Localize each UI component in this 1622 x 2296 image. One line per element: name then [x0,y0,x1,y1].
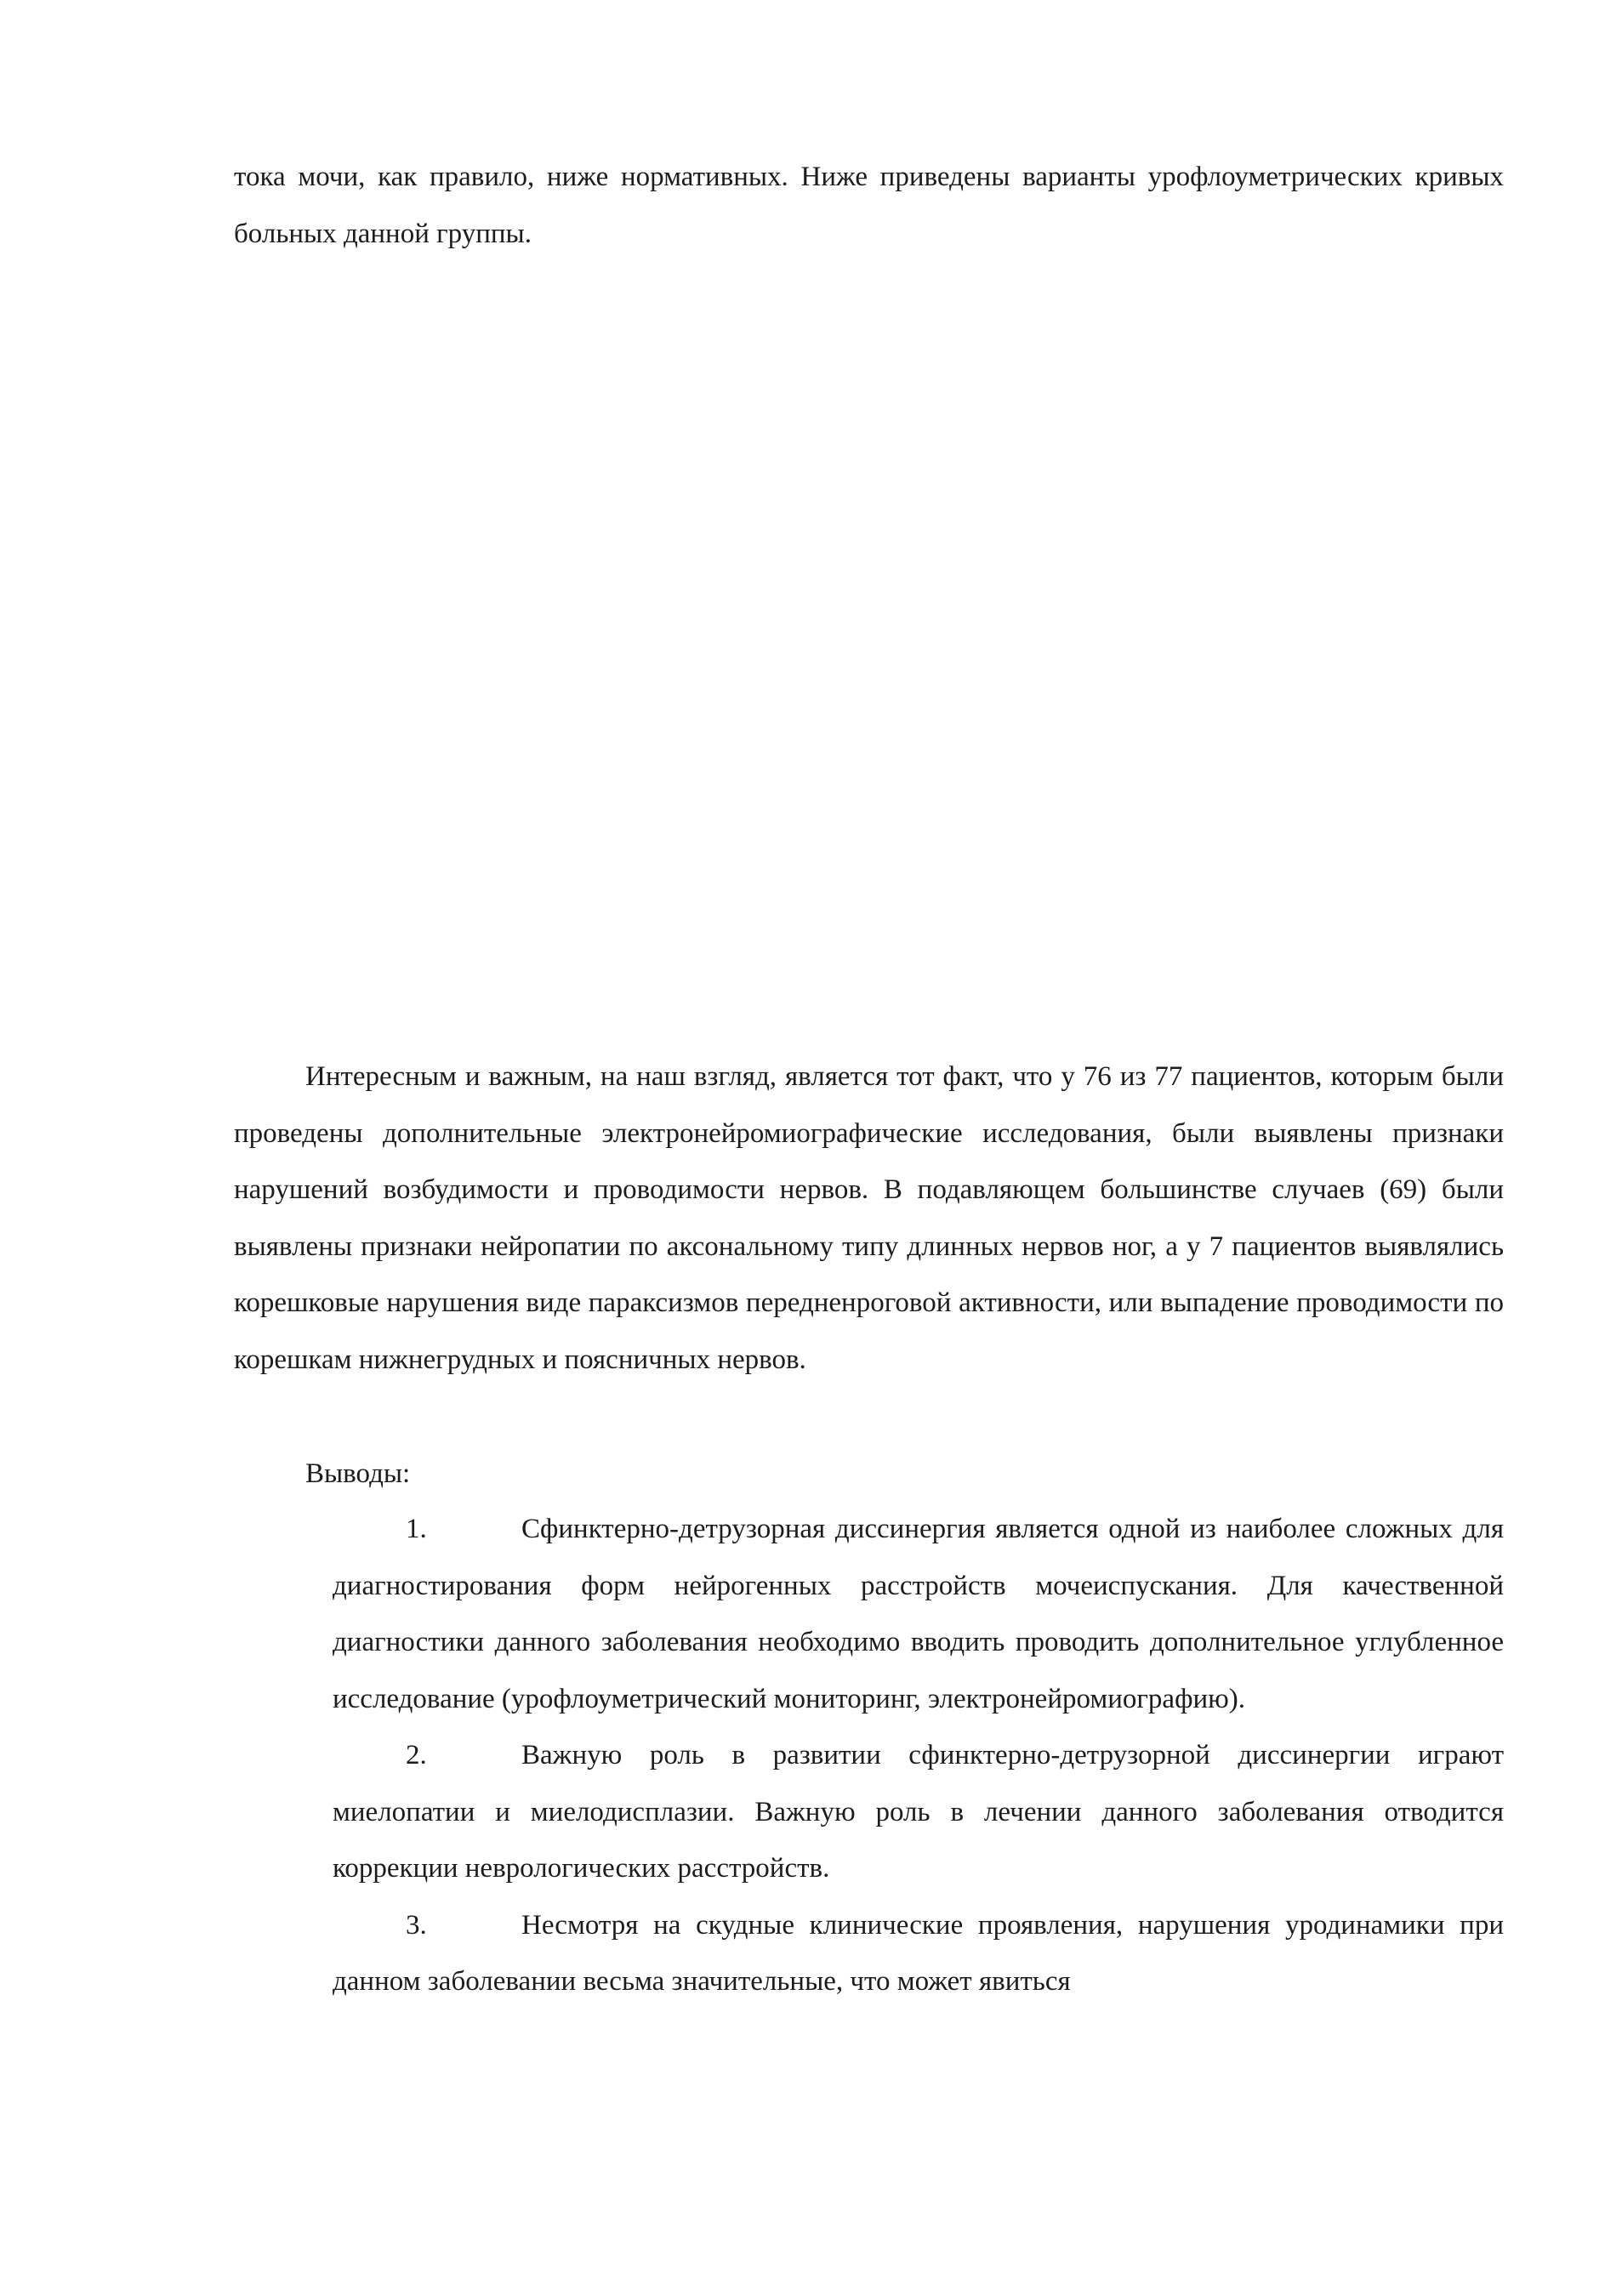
conclusions-heading: Выводы: [305,1458,411,1489]
intro-paragraph: тока мочи, как правило, ниже нормативных. Ниже приведены варианты урофлоуметрических кривых больных данной группы. [234,162,1504,249]
conclusion-number: 2. [406,1740,427,1770]
conclusion-item [333,1501,1504,1727]
conclusion-text: Важную роль в развитии сфинктерно-детрузорной диссинергии играют миелопатии и миелодисплазии. Важную роль в лечении данного заболевания отводится коррекции неврологических расстройств. [333,1740,1504,1884]
conclusion-item [333,1897,1504,2010]
conclusion-text: Сфинктерно-детрузорная диссинергия является одной из наиболее сложных для диагностирования форм нейрогенных расстройств мочеиспускания. Для качественной диагностики данного заболевания необходимо вводить проводить дополнительное углубленное исследование (урофлоуметрический мониторинг, электронейромиографию). [333,1514,1504,1714]
main-paragraph: Интересным и важным, на наш взгляд, является тот факт, что у 76 из 77 пациентов, которым были проведены дополнительные электронейромиографические исследования, были выявлены признаки нарушений возбудимости и проводимости нервов. В подавляющем большинстве случаев (69) были выявлены признаки нейропатии по аксональному типу длинных нервов ног, а у 7 пациентов выявлялись корешковые нарушения виде параксизмов передненроговой активности, или выпадение проводимости по корешкам нижнегрудных и поясничных нервов. [234,1061,1504,1375]
conclusion-item [333,1727,1504,1897]
conclusion-number: 1. [406,1514,427,1544]
figure-area [234,281,1504,1020]
conclusions-list [333,1501,1504,2010]
conclusion-text: Несмотря на скудные клинические проявления, нарушения уродинамики при данном заболевании весьма значительные, что может явиться [333,1909,1504,1997]
conclusion-number: 3. [406,1909,427,1941]
